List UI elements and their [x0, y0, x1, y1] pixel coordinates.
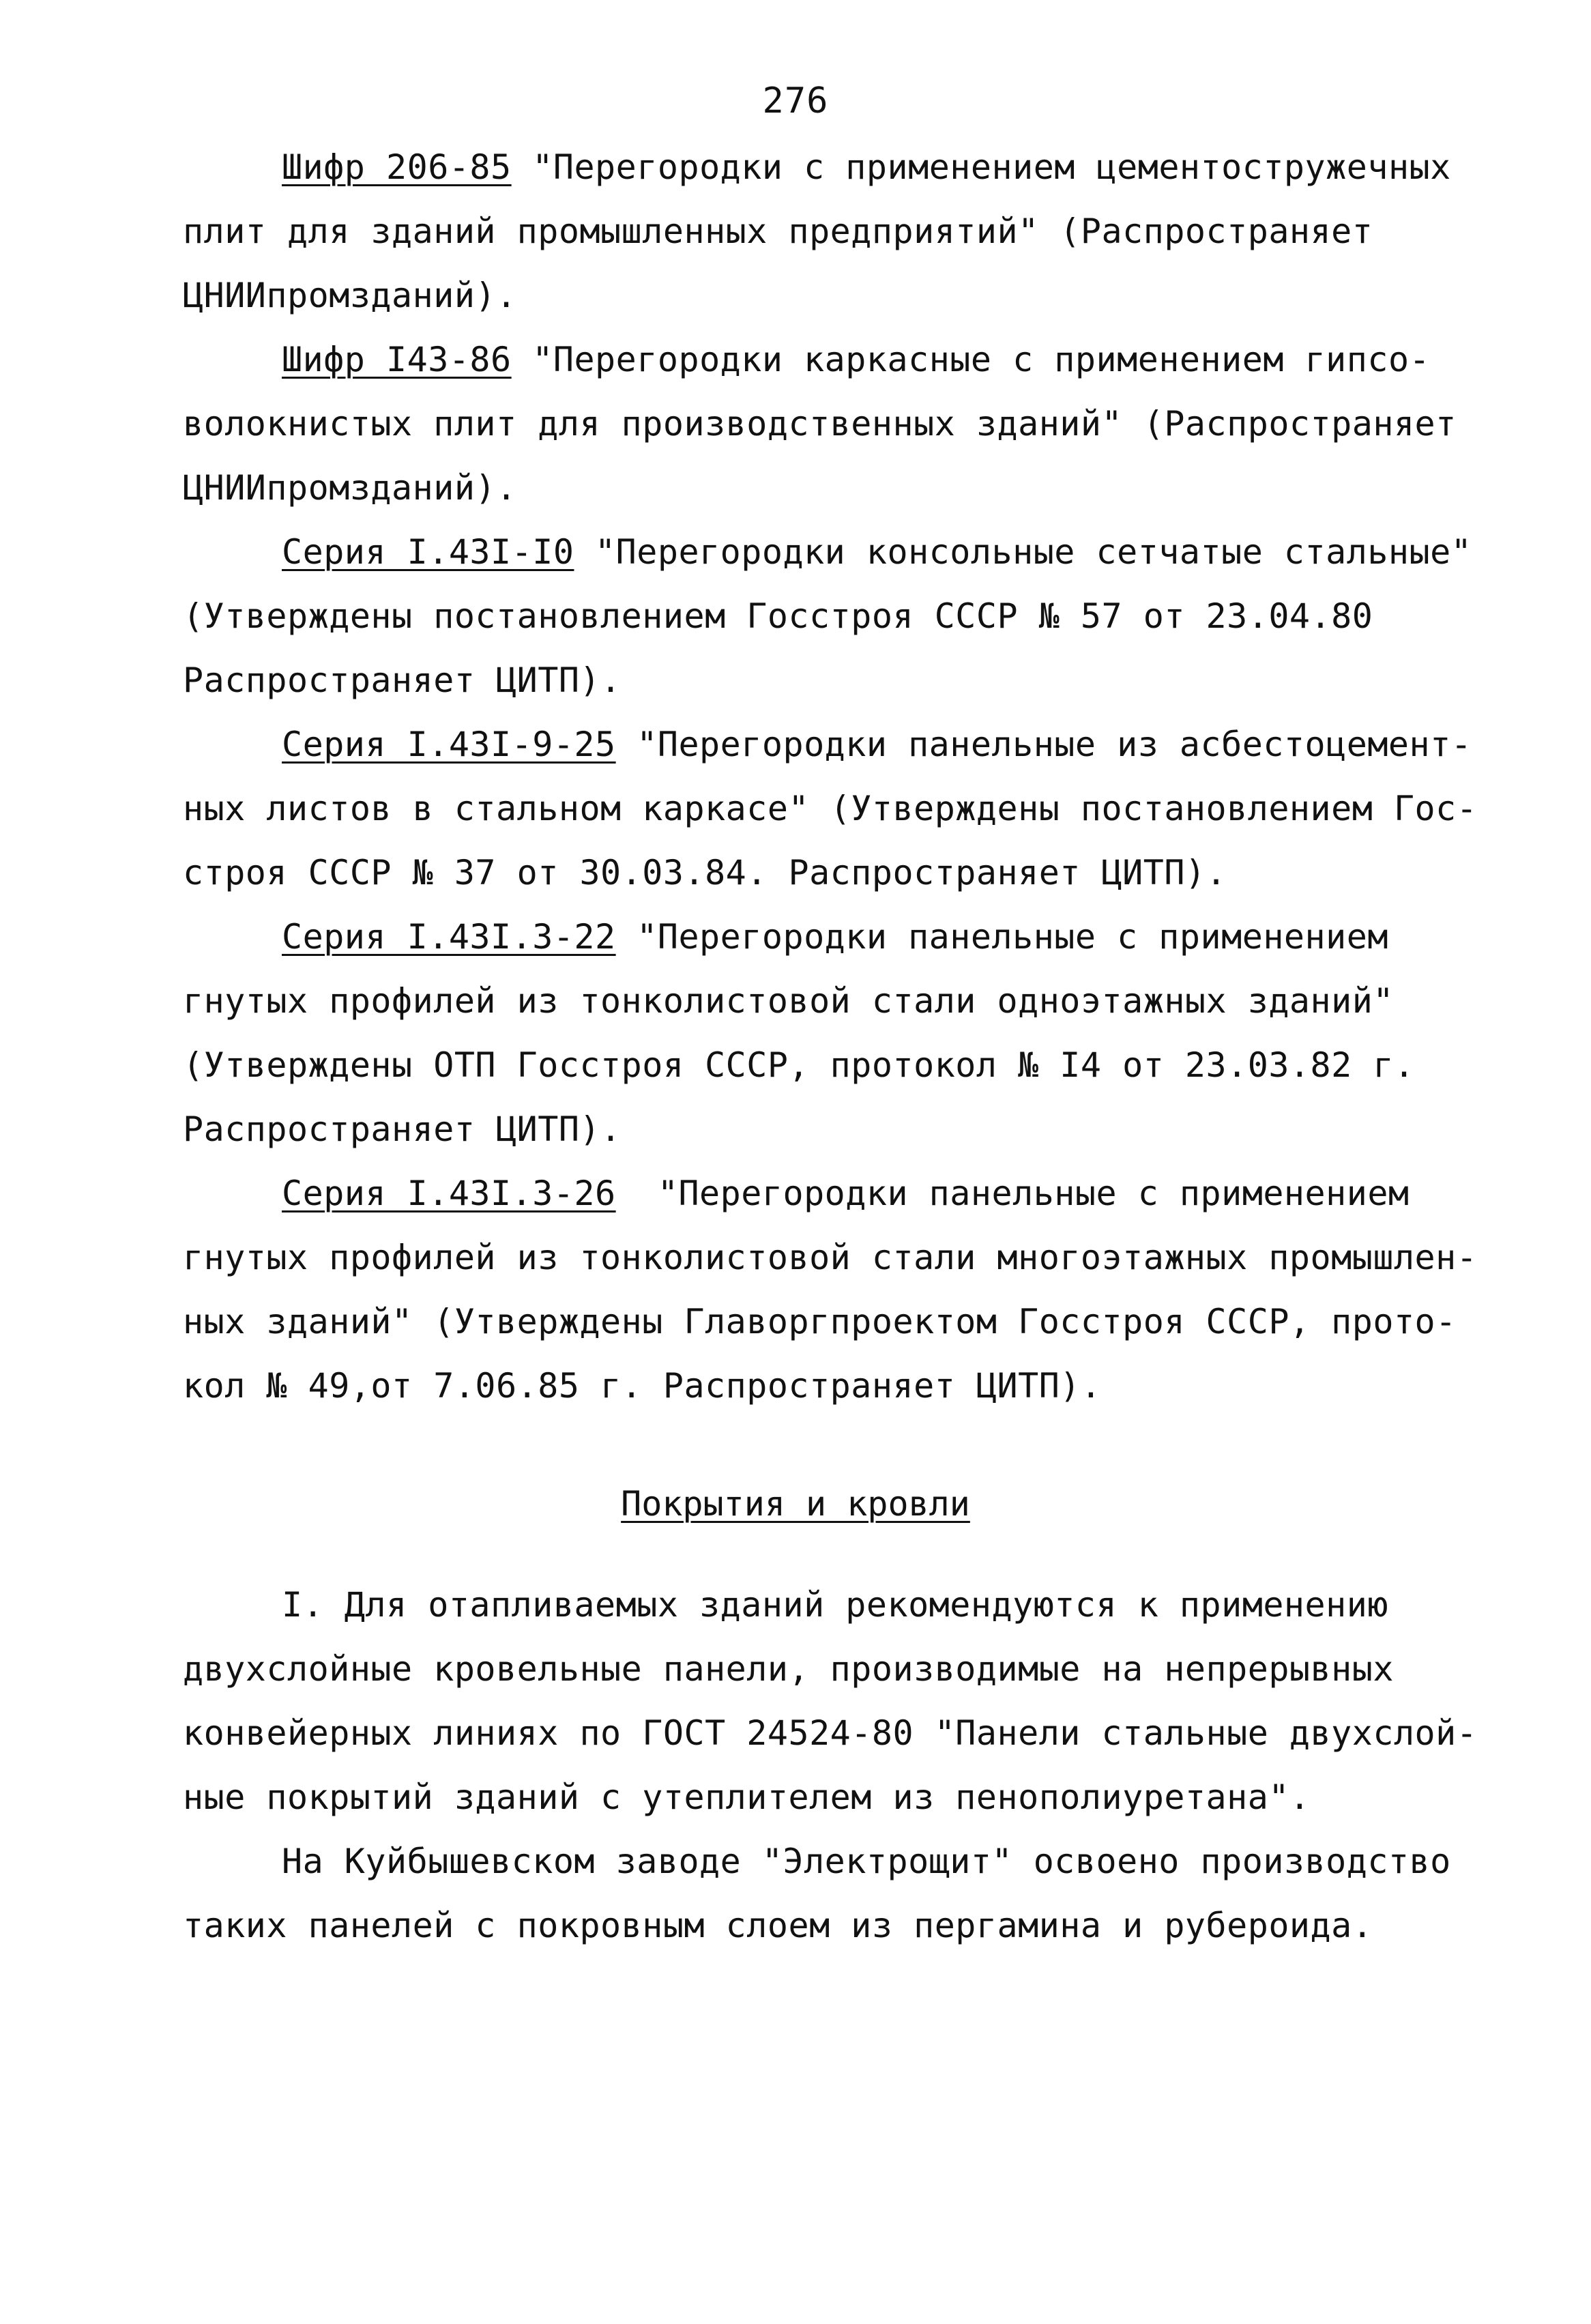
entry-line: гнутых профилей из тонколистовой стали многоэтажных промышлен- [183, 1238, 1478, 1277]
entry-line: плит для зданий промышленных предприятий" (Распространяет [183, 212, 1373, 251]
entry-title-start: "Перегородки панельные с применением [615, 917, 1388, 957]
entry-first-line [183, 712, 1472, 776]
entry-reference: Серия I.43I-9-25 [282, 725, 616, 764]
entry-first-line [183, 135, 1451, 199]
entry-title-start: "Перегородки каркасные с применением гипсо- [511, 340, 1431, 379]
entry-line: ЦНИИпромзданий). [183, 276, 517, 315]
entry-line: гнутых профилей из тонколистовой стали одноэтажных зданий" [183, 981, 1394, 1021]
entry-title-start: "Перегородки панельные из асбестоцемент- [615, 725, 1472, 764]
paragraph-line: таких панелей с покровным слоем из пергамина и рубероида. [183, 1906, 1373, 1945]
paragraph-first-line: I. Для отапливаемых зданий рекомендуются к применению [282, 1585, 1388, 1625]
entry-line: (Утверждены постановлением Госстроя СССР № 57 от 23.04.80 [183, 596, 1373, 636]
entry-title-start: "Перегородки с применением цементостружечных [511, 147, 1451, 187]
entry-item [183, 1161, 1478, 1418]
entry-line: Распространяет ЦИТП). [183, 660, 622, 700]
entry-line: ных листов в стальном каркасе" (Утверждены постановлением Гос- [183, 789, 1478, 828]
entry-reference: Серия I.43I-I0 [282, 532, 574, 572]
entry-item [183, 520, 1472, 712]
paragraph-first-line: На Куйбышевском заводе "Электрощит" освоено производство [282, 1842, 1451, 1881]
entry-item [183, 135, 1451, 328]
entry-first-line [183, 1161, 1425, 1225]
entry-reference: Серия I.43I.3-26 [282, 1174, 616, 1213]
entry-title-start: "Перегородки консольные сетчатые стальные" [574, 532, 1472, 572]
entry-item [183, 905, 1425, 1161]
entry-first-line [183, 328, 1431, 392]
entry-line: ЦНИИпромзданий). [183, 468, 517, 508]
entry-line: волокнистых плит для производственных зданий" (Распространяет [183, 404, 1457, 444]
section-paragraph [183, 1573, 1478, 1829]
entry-line: кол № 49,от 7.06.85 г. Распространяет ЦИТП). [183, 1366, 1102, 1406]
section-paragraph [183, 1829, 1451, 1958]
paragraph-line: конвейерных линиях по ГОСТ 24524-80 "Панели стальные двухслой- [183, 1713, 1478, 1753]
section-body [183, 1573, 1478, 1958]
entry-line: (Утверждены ОТП Госстроя СССР, протокол № I4 от 23.03.82 г. [183, 1045, 1415, 1085]
page-number: 276 [762, 81, 829, 121]
entry-reference: Серия I.43I.3-22 [282, 917, 616, 957]
entry-line: строя СССР № 37 от 30.03.84. Распространяет ЦИТП). [183, 853, 1227, 892]
entry-item [183, 712, 1478, 905]
section-heading: Покрытия и кровли [621, 1484, 970, 1524]
entry-reference: Шифр I43-86 [282, 340, 512, 379]
paragraph-line: ные покрытий зданий с утеплителем из пенополиуретана". [183, 1777, 1311, 1817]
entry-line: Распространяет ЦИТП). [183, 1109, 622, 1149]
entry-first-line [183, 905, 1425, 969]
entry-title-start: "Перегородки панельные с применением [615, 1174, 1410, 1213]
paragraph-line: двухслойные кровельные панели, производимые на непрерывных [183, 1649, 1394, 1689]
entry-reference: Шифр 206-85 [282, 147, 512, 187]
entry-item [183, 328, 1457, 520]
entries-list [183, 135, 1478, 1418]
entry-first-line [183, 520, 1472, 584]
entry-line: ных зданий" (Утверждены Главоргпроектом Госстроя СССР, прото- [183, 1302, 1457, 1341]
